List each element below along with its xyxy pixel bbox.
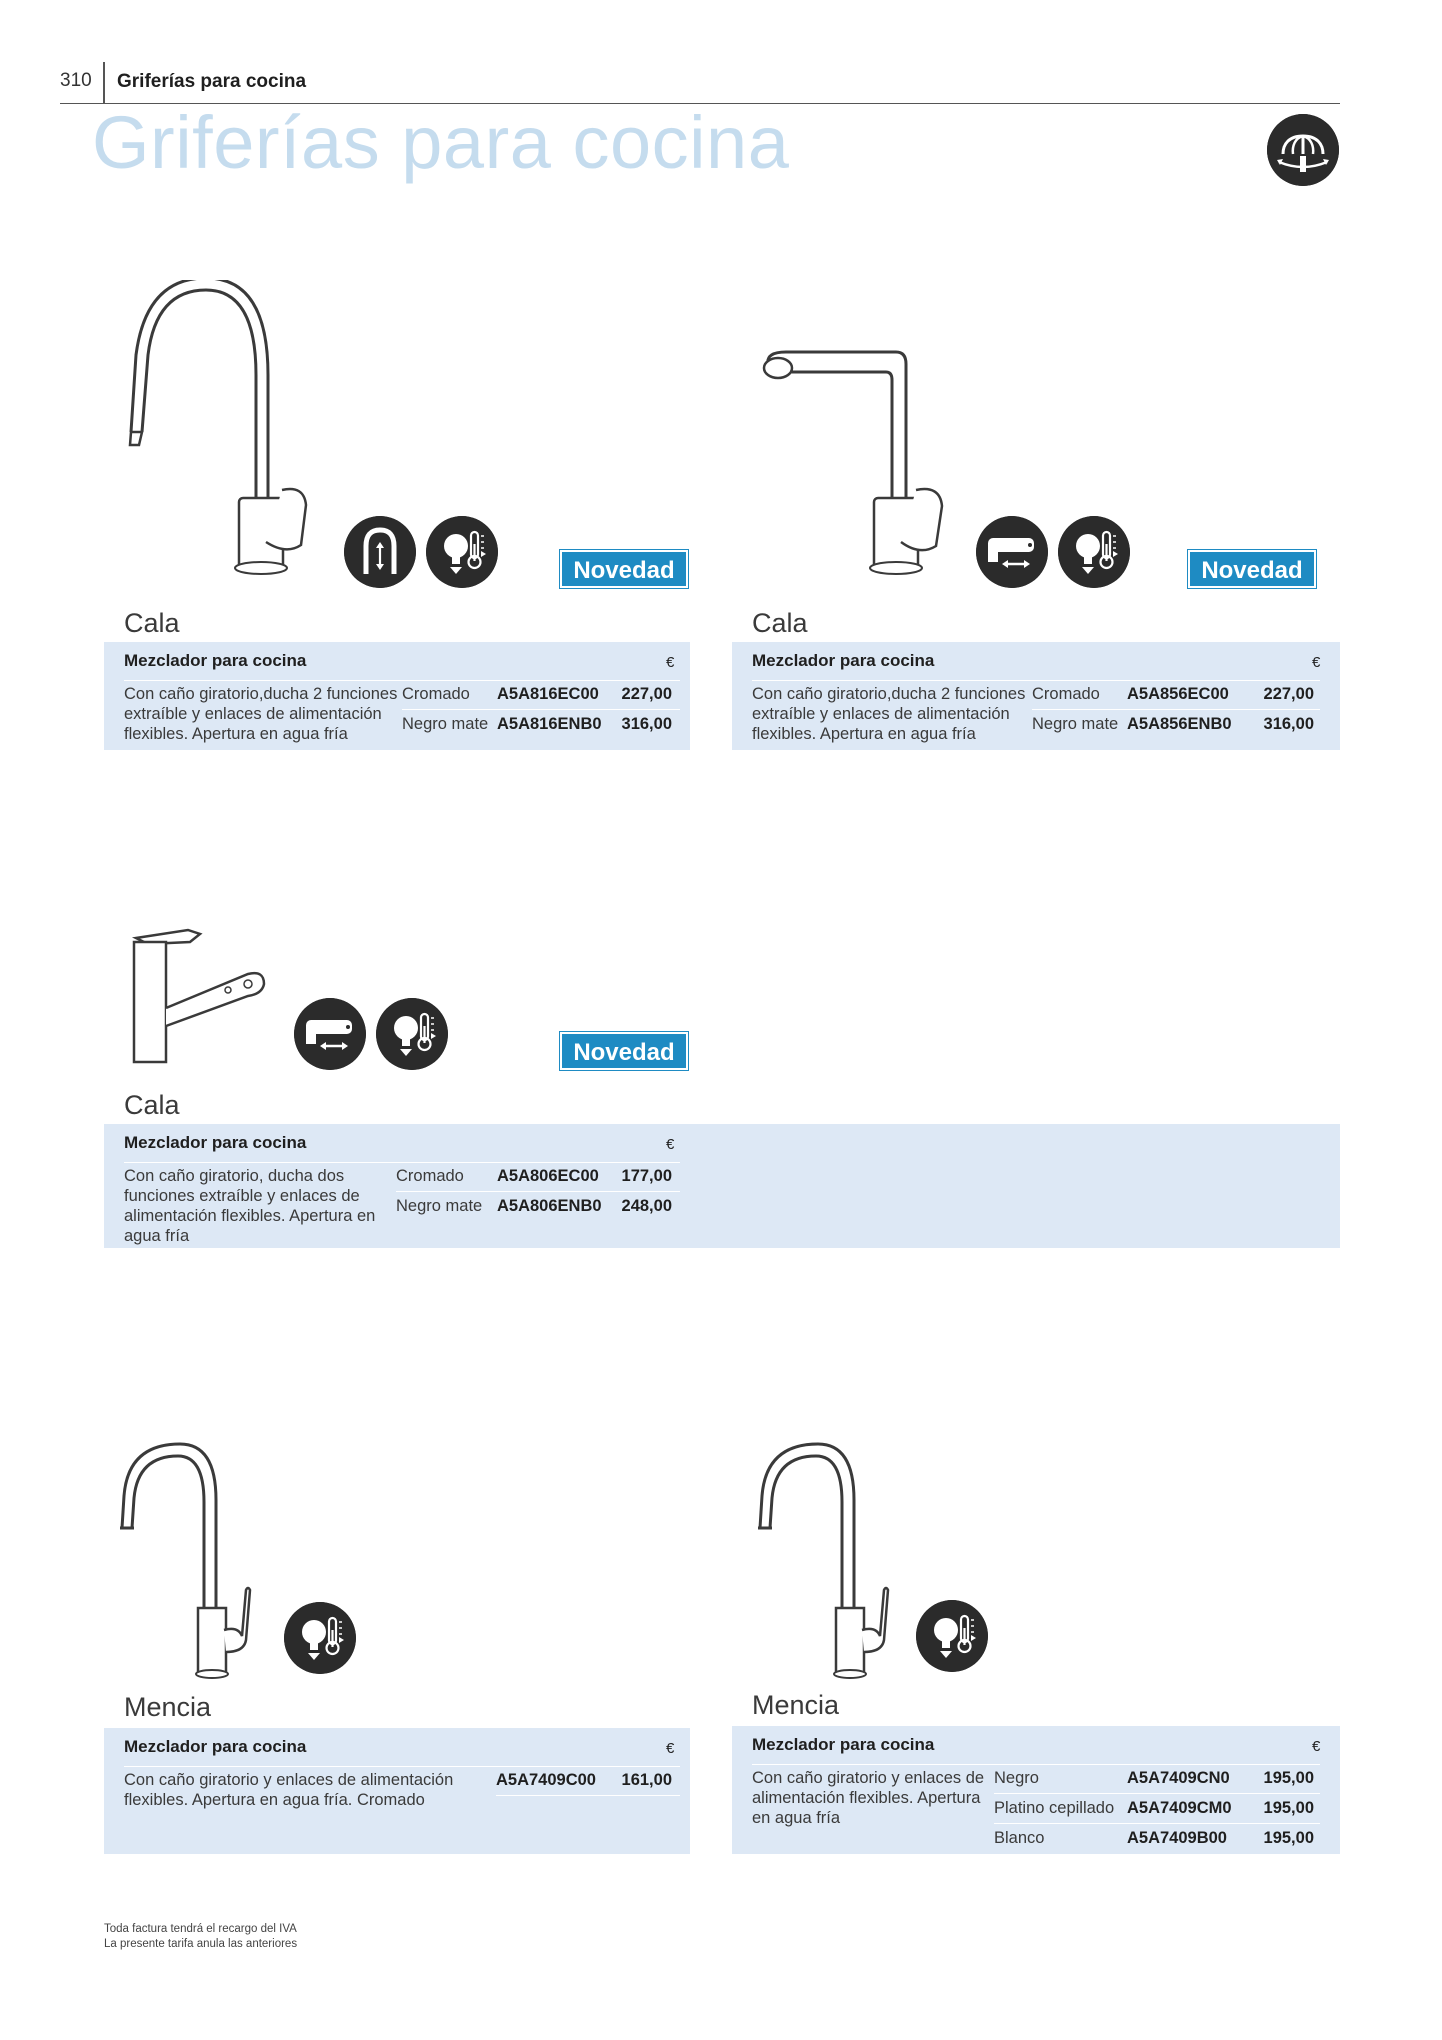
pull-out-spout-icon xyxy=(344,516,416,588)
table-row xyxy=(994,1764,1320,1794)
reference: A5A816EC00 xyxy=(497,685,599,703)
currency-label: € xyxy=(666,1740,675,1757)
finish: Negro mate xyxy=(396,1197,483,1215)
product-name: Mencia xyxy=(752,1690,840,1720)
kitchen-fountain-rotate-icon xyxy=(1267,114,1339,186)
table-row xyxy=(396,1162,680,1192)
currency-label: € xyxy=(1312,654,1321,671)
page-number: 310 xyxy=(60,70,92,91)
cold-water-opening-icon xyxy=(426,516,498,588)
finish: Cromado xyxy=(396,1167,464,1185)
reference: A5A7409CN0 xyxy=(1127,1769,1230,1787)
faucet-image xyxy=(118,1440,268,1680)
table-row xyxy=(496,1766,680,1796)
table-heading: Mezclador para cocina xyxy=(124,651,307,670)
section-title: Griferías para cocina xyxy=(117,71,307,92)
product-description: Con caño giratorio,ducha 2 funciones extraíble y enlaces de alimentación flexibles. Apertura en agua fría xyxy=(752,685,1026,743)
footer-line: Toda factura tendrá el recargo del IVA xyxy=(104,1923,297,1935)
price: 195,00 xyxy=(1263,1829,1314,1847)
price: 195,00 xyxy=(1263,1769,1314,1787)
table-row xyxy=(994,1794,1320,1824)
table-heading: Mezclador para cocina xyxy=(124,1737,307,1756)
table-heading: Mezclador para cocina xyxy=(752,1735,935,1754)
currency-label: € xyxy=(1312,1738,1321,1755)
faucet-image xyxy=(756,350,956,580)
product-table xyxy=(732,642,1340,750)
header-divider xyxy=(103,62,105,104)
finish: Blanco xyxy=(994,1829,1045,1847)
product-description: Con caño giratorio y enlaces de alimentación flexibles. Apertura en agua fría. Cromado xyxy=(124,1771,454,1809)
footer-line: La presente tarifa anula las anteriores xyxy=(104,1938,298,1950)
product-description: Con caño giratorio,ducha 2 funciones extraíble y enlaces de alimentación flexibles. Apertura en agua fría xyxy=(124,685,398,743)
product-description: Con caño giratorio y enlaces de alimentación flexibles. Apertura en agua fría xyxy=(752,1769,985,1827)
price: 195,00 xyxy=(1263,1799,1314,1817)
reference: A5A7409B00 xyxy=(1127,1829,1227,1847)
finish: Negro mate xyxy=(1032,715,1119,733)
reference: A5A806ENB0 xyxy=(497,1197,602,1215)
product-table xyxy=(104,1124,1340,1248)
pull-out-shower-icon xyxy=(976,516,1048,588)
cold-water-opening-icon xyxy=(916,1600,988,1672)
cold-water-opening-icon xyxy=(376,998,448,1070)
table-row xyxy=(396,1192,680,1222)
price: 227,00 xyxy=(1263,685,1314,703)
table-row xyxy=(402,710,680,740)
faucet-image xyxy=(756,1440,906,1680)
currency-label: € xyxy=(666,1136,675,1153)
finish: Cromado xyxy=(402,685,470,703)
reference: A5A816ENB0 xyxy=(497,715,602,733)
price: 161,00 xyxy=(621,1771,672,1789)
reference: A5A806EC00 xyxy=(497,1167,599,1185)
table-heading: Mezclador para cocina xyxy=(752,651,935,670)
novedad-badge: Novedad xyxy=(1188,550,1316,588)
table-row xyxy=(1032,680,1320,710)
reference: A5A7409CM0 xyxy=(1127,1799,1232,1817)
product-table xyxy=(732,1726,1340,1854)
finish: Negro xyxy=(994,1769,1039,1787)
product-description: Con caño giratorio, ducha dos funciones extraíble y enlaces de alimentación flexibles. Apertura en agua fría xyxy=(124,1167,376,1245)
product-table xyxy=(104,642,690,750)
finish: Cromado xyxy=(1032,685,1100,703)
reference: A5A7409C00 xyxy=(496,1771,596,1789)
page-title: Griferías para cocina xyxy=(92,101,790,184)
product-name: Cala xyxy=(124,608,180,638)
price: 177,00 xyxy=(621,1167,672,1185)
product-table xyxy=(104,1728,690,1854)
footer-notes xyxy=(104,1922,297,1952)
price: 248,00 xyxy=(621,1197,672,1215)
price: 316,00 xyxy=(1263,715,1314,733)
cold-water-opening-icon xyxy=(284,1602,356,1674)
reference: A5A856EC00 xyxy=(1127,685,1229,703)
novedad-badge: Novedad xyxy=(560,550,688,588)
price: 227,00 xyxy=(621,685,672,703)
reference: A5A856ENB0 xyxy=(1127,715,1232,733)
running-header xyxy=(60,58,1340,104)
faucet-image xyxy=(128,926,278,1066)
novedad-badge: Novedad xyxy=(560,1032,688,1070)
faucet-image xyxy=(126,280,326,580)
table-row xyxy=(402,680,680,710)
pull-out-shower-icon xyxy=(294,998,366,1070)
finish: Negro mate xyxy=(402,715,489,733)
table-row xyxy=(994,1824,1320,1854)
price: 316,00 xyxy=(621,715,672,733)
cold-water-opening-icon xyxy=(1058,516,1130,588)
finish: Platino cepillado xyxy=(994,1799,1115,1817)
currency-label: € xyxy=(666,654,675,671)
product-name: Cala xyxy=(124,1090,180,1120)
product-name: Mencia xyxy=(124,1692,212,1722)
table-heading: Mezclador para cocina xyxy=(124,1133,307,1152)
table-row xyxy=(1032,710,1320,740)
row-rule xyxy=(496,1795,680,1796)
product-name: Cala xyxy=(752,608,808,638)
